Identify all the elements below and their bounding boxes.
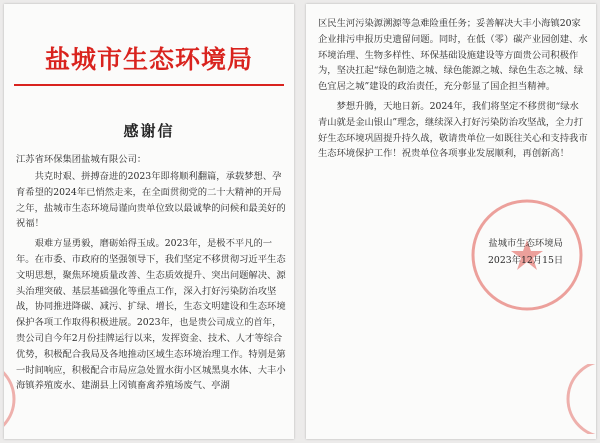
body-paragraph: 共克时艰、拼搏奋进的2023年即将顺利翻篇，承载梦想、孕育希望的2024年已悄然走来，在全面贯彻党的二十大精神的开局之年，盐城市生态环境局谨向贵单位致以最诚挚的问候和最美好的祝福！ [16,171,286,230]
letter-page-left [4,4,294,439]
salutation: 江苏省环保集团盐城有限公司： [16,154,147,165]
letterhead-rule [14,84,284,86]
letter-body-left [16,169,288,398]
letter-title: 感谢信 [123,122,175,140]
body-paragraph: 区民生河污染源溯源等急难险重任务；妥善解决大丰小海镇20家企业排污申报历史遗留问题。同时，在低（零）碳产业园创建、水环境治理、生物多样性、环保基础设施建设等方面贵公司积极作为，坚决扛起“绿色制造之城、绿色能源之城、绿色生态之城、绿色宜居之城”建设的政治责任，充分彰显了国企担当精神。 [318,18,588,93]
letter-body-right [318,16,588,166]
official-seal-icon [546,364,596,434]
signature-date: 2023年12月15日 [488,255,564,266]
letter-page-right [306,4,596,439]
body-paragraph: 梦想升腾，天地日新。2024年，我们将坚定不移贯彻“绿水青山就是金山银山”理念，继续深入打好污染防治攻坚战，全力打好生态环境巩固提升持久战，敬请贵单位一如既往关心和支持我市生态环境保护工作！祝贵单位各项事业发展顺利，再创新高！ [318,100,588,160]
signature-org: 盐城市生态环境局 [488,238,563,249]
letterhead-org-name: 盐城市生态环境局 [44,45,253,74]
official-seal-icon [4,364,22,434]
body-paragraph: 艰难方显勇毅，磨砺始得玉成。2023年，是极不平凡的一年。在市委、市政府的坚强领导下，我们坚定不移贯彻习近平生态文明思想，聚焦环境质量改善、生态质效提升、突出问题解决、源头治理突破、基层基础强化等重点工作，深入打好污染防治攻坚战，协同推进降碳、减污、扩绿、增长，生态文明建设和生态环境保护各项工作取得积极进展。2023年，也是贵公司成立的首年，贵公司自今年2月份挂牌运行以来，发挥资金、技术、人才等综合优势，积极配合我局及各地推动区域生态环境治理工作。特别是第一时间响应，积极配合市局应急处置水街小区城黑臭水体、大丰小海镇养殖废水、建湖县上冈镇畜禽养殖场废气、亭湖 [16,238,286,392]
signature-block [488,235,563,269]
